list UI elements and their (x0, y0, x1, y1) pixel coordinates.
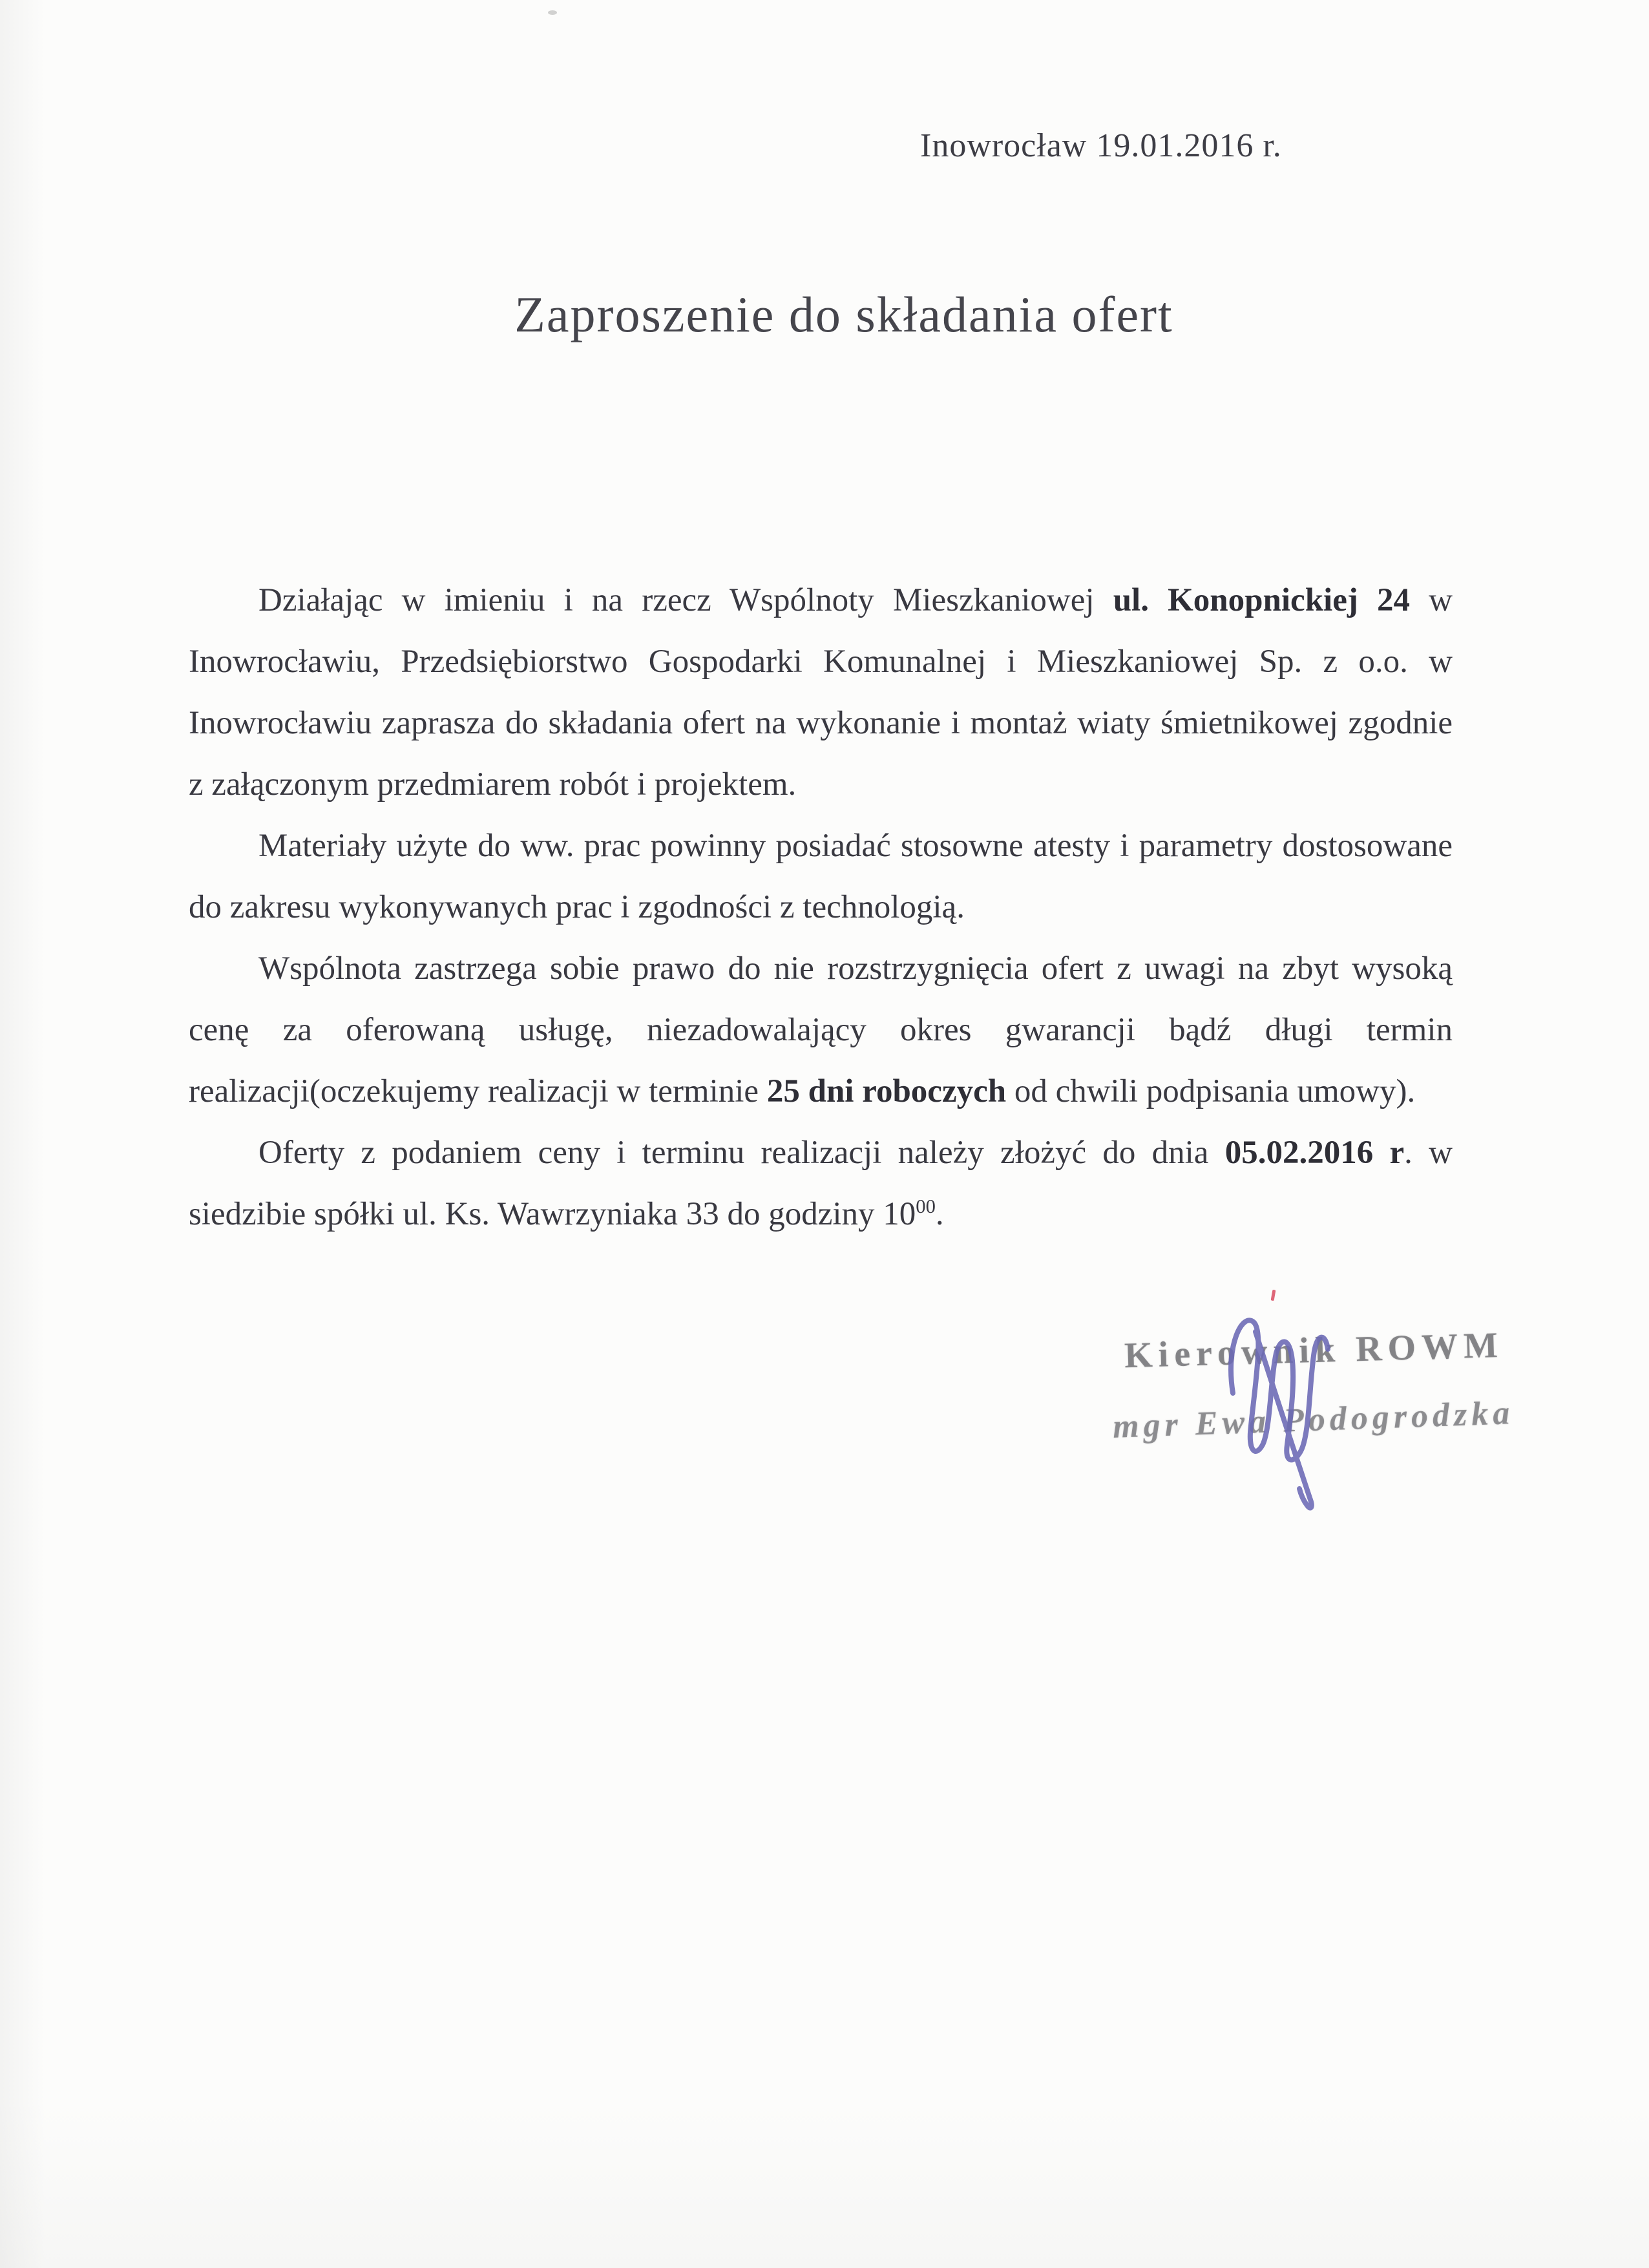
body-paragraph-1 (189, 570, 1453, 815)
scan-bottom-shadow (0, 2100, 1649, 2268)
stamp-name-line: mgr Ewa Podogrodzka (1112, 1394, 1515, 1445)
dateline: Inowrocław 19.01.2016 r. (920, 127, 1282, 164)
text-segment: Materiały użyte do ww. prac powinny posiadać stosowne atesty i parametry dostosowane do zakresu wykonywanych prac i zgodności z technologią. (189, 828, 1453, 925)
text-segment: . w siedzibie spółki ul. Ks. Wawrzyniaka 33 do godziny 10 (189, 1135, 1453, 1232)
text-segment: w Inowrocławiu, Przedsiębiorstwo Gospodarki Komunalnej i Mieszkaniowej Sp. z o.o. w Inowrocławiu zaprasza do składania ofert na wykonanie i montaż wiaty śmietnikowej zgodnie z załączonym przedmiarem robót i projektem. (189, 582, 1453, 803)
scan-smudge-artifact (548, 10, 557, 15)
text-segment-bold: 25 dni roboczych (766, 1073, 1007, 1109)
text-segment: Wspólnota zastrzega sobie prawo do nie rozstrzygnięcia ofert z uwagi na zbyt wysoką cenę za oferowaną usługę, niezadowalający okres gwarancji bądź długi termin realizacji(oczekujemy realizacji w terminie (189, 950, 1453, 1109)
letter-body (189, 570, 1453, 1245)
text-segment-bold: ul. Konopnickiej 24 (1113, 582, 1410, 618)
text-segment: . (935, 1196, 944, 1232)
text-segment: od chwili podpisania umowy). (1006, 1073, 1416, 1109)
text-segment: Oferty z podaniem ceny i terminu realizacji należy złożyć do dnia (258, 1135, 1225, 1171)
text-segment-bold: 05.02.2016 r (1224, 1135, 1405, 1171)
text-segment: Działając w imieniu i na rzecz Wspólnoty Mieszkaniowej (258, 582, 1113, 618)
letter-title: Zaproszenie do składania ofert (514, 286, 1173, 342)
stamp-role-line: Kierownik ROWM (1124, 1325, 1504, 1376)
scan-red-artifact (1271, 1290, 1276, 1301)
text-segment-superscript: 00 (916, 1195, 936, 1217)
signature-ink (1213, 1309, 1349, 1522)
body-paragraph-3 (189, 938, 1453, 1122)
body-paragraph-2 (189, 815, 1453, 938)
body-paragraph-4 (189, 1122, 1453, 1245)
